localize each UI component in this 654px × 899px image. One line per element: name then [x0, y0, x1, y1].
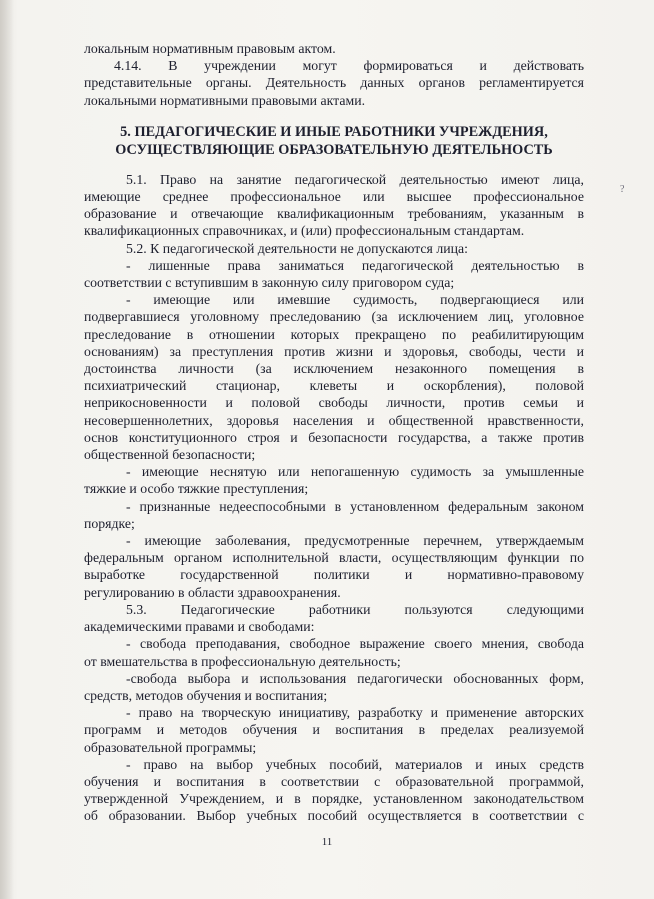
body-line	[84, 601, 584, 618]
body-line	[84, 721, 584, 738]
body-line-text: регулированию в области здравоохранения.	[84, 584, 341, 600]
section-heading-line: ОСУЩЕСТВЛЯЮЩИЕ ОБРАЗОВАТЕЛЬНУЮ ДЕЯТЕЛЬНОСТЬ	[115, 141, 553, 158]
body-line-text: программ и методов обучения и воспитания в пределах реализуемой	[84, 722, 584, 738]
page-edge-shadow	[0, 0, 14, 899]
body-line-text: от вмешательства в профессиональную деятельность;	[84, 653, 401, 669]
body-line	[84, 360, 584, 377]
body-line	[84, 807, 584, 824]
body-line-text: федеральным органом исполнительной власти, осуществляющим функции по	[84, 550, 584, 566]
intro-line: локальными нормативными правовыми актами.	[84, 92, 366, 108]
body-line-text: обучения и воспитания в соответствии с образовательной программой,	[84, 773, 584, 789]
body-line-text: соответствии с вступившим в законную силу приговором суда;	[84, 275, 455, 291]
body-line-text: тяжкие и особо тяжкие преступления;	[84, 481, 309, 497]
body-line-text: об образовании. Выбор учебных пособий осуществляется в соответствии с	[84, 808, 584, 824]
body-line	[84, 274, 584, 291]
body-line	[84, 463, 584, 480]
section-heading-line: 5. ПЕДАГОГИЧЕСКИЕ И ИНЫЕ РАБОТНИКИ УЧРЕЖДЕНИЯ,	[120, 123, 548, 140]
body-line-text: академическими правами и свободами:	[84, 619, 315, 635]
body-line-text: достоинства личности (за исключением незаконного помещения в	[84, 361, 584, 377]
body-line	[84, 394, 584, 411]
body-line	[84, 377, 584, 394]
body-line	[84, 480, 584, 497]
body-line	[84, 515, 584, 532]
body-line-text: утвержденной Учреждением, и в порядке, установленном законодательством	[84, 791, 584, 807]
body-line	[84, 790, 584, 807]
body-line	[84, 584, 584, 601]
body-line	[84, 773, 584, 790]
body-line-text: психиатрический стационар, клеветы и оскорбления), половой	[84, 378, 584, 394]
body-line	[84, 756, 584, 773]
body-line	[84, 308, 584, 325]
body-line	[84, 326, 584, 343]
body-line	[84, 188, 584, 205]
body-line-text: общественной безопасности;	[84, 447, 256, 463]
page-content	[84, 40, 584, 825]
body-line	[84, 670, 584, 687]
body-line-text: - имеющие или имевшие судимость, подвергающиеся или	[126, 292, 584, 308]
body-line-text: - право на творческую инициативу, разработку и применение авторских	[126, 705, 584, 721]
body-line-text: подвергавшиеся уголовному преследованию (за исключением лиц, уголовное	[84, 309, 584, 325]
body-line-text: образовательной программы;	[84, 739, 257, 755]
body-line	[84, 739, 584, 756]
body-line-text: имеющие среднее профессиональное или высшее профессиональное	[84, 189, 584, 205]
body-line-text: - право на выбор учебных пособий, материалов и иных средств	[126, 756, 584, 772]
section-heading	[84, 123, 584, 159]
body-line	[84, 171, 584, 188]
body-line-text: - свобода преподавания, свободное выражение своего мнения, свобода	[126, 636, 584, 652]
body-line-text: выработке государственной политики и нормативно-правовому	[84, 567, 584, 583]
body-line	[84, 240, 584, 257]
body-line	[84, 291, 584, 308]
body-line-text: 5.1. Право на занятие педагогической деятельностью имеют лица,	[126, 171, 584, 187]
body-line	[84, 653, 584, 670]
body-line	[84, 635, 584, 652]
body-line	[84, 412, 584, 429]
body-line-text: 5.3. Педагогические работники пользуются следующими	[126, 601, 584, 617]
intro-line: 4.14. В учреждении могут формироваться и действовать	[114, 58, 584, 74]
body-line	[84, 429, 584, 446]
body-line	[84, 687, 584, 704]
body-line-text: образование и отвечающие квалификационным требованиям, указанным в	[84, 206, 584, 222]
body-line-text: преследование в отношении которых прекращено по реабилитирующим	[84, 326, 584, 342]
body-line-text: основ конституционного строя и безопасности государства, а также против	[84, 429, 584, 445]
body-line	[84, 549, 584, 566]
stray-mark: ?	[620, 184, 625, 195]
body-line	[84, 446, 584, 463]
body-line-text: несовершеннолетних, здоровья населения и общественной нравственности,	[84, 412, 584, 428]
body-line	[84, 343, 584, 360]
body-text	[84, 171, 584, 825]
body-line	[84, 205, 584, 222]
body-line	[84, 566, 584, 583]
body-line-text: - имеющие неснятую или непогашенную судимость за умышленные	[126, 464, 584, 480]
intro-line: локальным нормативным правовым актом.	[84, 41, 336, 56]
body-line-text: - лишенные права заниматься педагогической деятельностью в	[126, 257, 584, 273]
body-line	[84, 222, 584, 239]
body-line-text: средств, методов обучения и воспитания;	[84, 687, 328, 703]
body-line	[84, 704, 584, 721]
page-number: 11	[321, 836, 333, 848]
body-line-text: квалификационных справочниках, и (или) профессиональным стандартам.	[84, 223, 525, 239]
body-line-text: основаниям) за преступления против жизни и здоровья, свободы, чести и	[84, 343, 584, 359]
body-line-text: - имеющие заболевания, предусмотренные перечнем, утверждаемым	[126, 533, 584, 549]
body-line	[84, 618, 584, 635]
body-line-text: порядке;	[84, 515, 135, 531]
body-line-text: неприкосновенности и половой свободы личности, против семьи и	[84, 395, 584, 411]
body-line-text: - признанные недееспособными в установленном федеральным законом	[126, 498, 584, 514]
body-line	[84, 532, 584, 549]
body-line	[84, 257, 584, 274]
body-line	[84, 498, 584, 515]
body-line-text: -свобода выбора и использования педагогически обоснованных форм,	[126, 670, 584, 686]
intro-line: представительные органы. Деятельность данных органов регламентируется	[84, 75, 584, 91]
body-line-text: 5.2. К педагогической деятельности не допускаются лица:	[126, 240, 468, 256]
